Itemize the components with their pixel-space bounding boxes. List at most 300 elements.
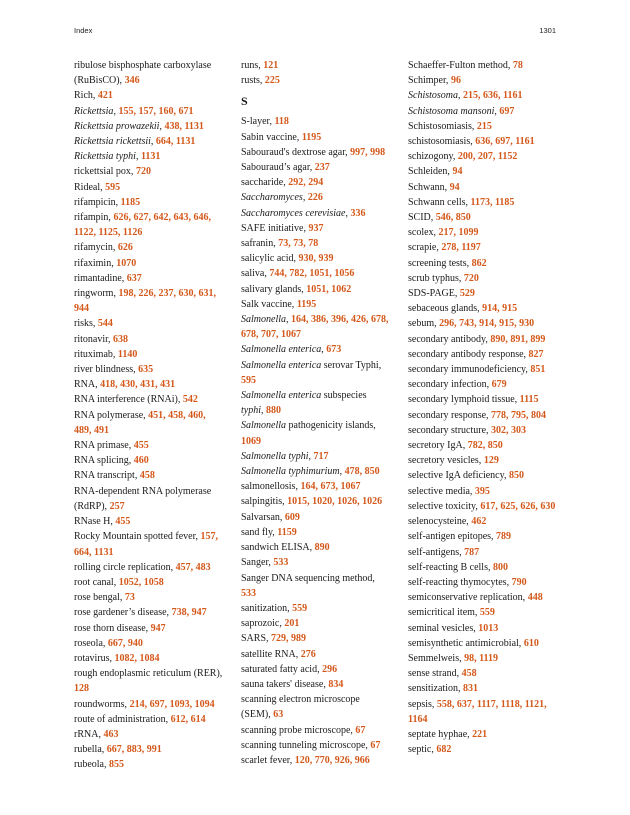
- index-entry: [241, 145, 389, 160]
- entry-text: secretory IgA,: [408, 440, 468, 452]
- index-entry: [74, 392, 224, 407]
- entry-term: typhi: [241, 405, 261, 417]
- page-reference-link[interactable]: 418, 430, 431, 431: [100, 379, 176, 391]
- entry-text: SDS-PAGE,: [408, 288, 460, 300]
- index-entry: [241, 358, 389, 388]
- page-reference-link[interactable]: 533: [273, 557, 289, 569]
- page-reference-link[interactable]: 421: [97, 90, 113, 102]
- entry-text: septate hyphae,: [408, 728, 473, 740]
- entry-text: rimantadine,: [74, 272, 127, 284]
- entry-text: rose gardener’s disease,: [74, 607, 172, 619]
- index-entry: [241, 494, 389, 509]
- entry-text: semiconservative replication,: [408, 592, 528, 604]
- index-entry: [74, 757, 224, 772]
- page-reference-link[interactable]: 947: [150, 622, 166, 634]
- page-reference-link[interactable]: 851: [530, 364, 546, 376]
- page-reference-link[interactable]: 778, 795, 804: [491, 409, 547, 421]
- entry-term: Salmonella typhi: [241, 450, 309, 462]
- entry-text: Sabouraud's dextrose agar,: [241, 146, 351, 158]
- entry-term: Salmonella enterica: [241, 344, 322, 356]
- page-reference-link[interactable]: 997, 998: [350, 146, 386, 158]
- index-entry: [408, 58, 558, 73]
- index-entry: [241, 266, 389, 281]
- page-reference-link[interactable]: 738, 947: [171, 607, 207, 619]
- page-reference-link[interactable]: 1140: [117, 348, 138, 360]
- index-entry: [241, 388, 389, 418]
- page-reference-link[interactable]: 128: [74, 683, 89, 695]
- page-reference-link[interactable]: 855: [109, 759, 124, 771]
- page-reference-link[interactable]: 831: [463, 683, 478, 695]
- entry-text: saprozoic,: [241, 618, 285, 630]
- page-reference-link[interactable]: 720: [463, 272, 479, 284]
- page-reference-link[interactable]: 1070: [116, 257, 137, 269]
- index-entry: [241, 692, 389, 722]
- page-reference-link[interactable]: 850: [508, 470, 524, 482]
- page-reference-link[interactable]: 121: [263, 60, 279, 71]
- page-reference-link[interactable]: 98, 1119: [464, 652, 499, 664]
- page-reference-link[interactable]: 529: [459, 288, 475, 300]
- entry-text: Schistosomiasis,: [408, 120, 477, 132]
- page-reference-link[interactable]: 1195: [296, 298, 317, 310]
- index-entry: [241, 297, 389, 312]
- page-reference-link[interactable]: 787: [464, 546, 480, 558]
- index-entry: [241, 221, 389, 236]
- entry-text: RNA splicing,: [74, 455, 134, 467]
- page-reference-link[interactable]: 720: [135, 166, 151, 178]
- section-heading: S: [241, 94, 248, 109]
- page-reference-link[interactable]: 63: [273, 709, 284, 721]
- index-entry: [408, 347, 558, 362]
- index-entry: [408, 180, 558, 195]
- index-entry: [241, 540, 389, 555]
- page-reference-link[interactable]: 73, 73, 78: [278, 238, 319, 250]
- entry-text: RNase H,: [74, 516, 116, 528]
- index-entry: [74, 712, 224, 727]
- page-reference-link[interactable]: 78: [512, 60, 523, 71]
- page-reference-link[interactable]: 914, 915: [482, 303, 518, 315]
- index-entry: [241, 631, 389, 646]
- page-reference-link[interactable]: 862: [471, 257, 487, 269]
- entry-text: SARS,: [241, 633, 272, 645]
- page-reference-link[interactable]: 1115: [519, 394, 539, 406]
- page-reference-link[interactable]: 201: [284, 618, 300, 630]
- index-entry: [74, 742, 224, 757]
- page-reference-link[interactable]: 296, 743, 914, 915, 930: [439, 318, 535, 330]
- entry-text: sensitization,: [408, 683, 463, 695]
- entry-text: secondary structure,: [408, 424, 492, 436]
- index-entry: [74, 286, 224, 316]
- index-entry: [74, 468, 224, 483]
- index-entry: [74, 453, 224, 468]
- page-reference-link[interactable]: 217, 1099: [438, 227, 479, 239]
- entry-text: Salk vaccine,: [241, 298, 297, 310]
- page-reference-link[interactable]: 1051, 1062: [306, 283, 352, 295]
- page-reference-link[interactable]: 451, 458, 460, 489, 491: [74, 409, 206, 436]
- page-reference-link[interactable]: 155, 157, 160, 671: [118, 105, 194, 117]
- page-reference-link[interactable]: 636, 697, 1161: [475, 136, 535, 148]
- entry-text: Schleiden,: [408, 166, 453, 178]
- page-reference-link[interactable]: 458: [139, 470, 155, 482]
- entry-text: screening tests,: [408, 257, 472, 269]
- entry-text: rolling circle replication,: [74, 561, 176, 573]
- index-entry: [241, 647, 389, 662]
- page-reference-link[interactable]: 67: [370, 739, 381, 751]
- index-entry: [74, 195, 224, 210]
- index-entry: [408, 727, 558, 742]
- index-entry: [408, 149, 558, 164]
- page-reference-link[interactable]: 595: [105, 181, 121, 193]
- index-entry: [408, 590, 558, 605]
- index-entry: [408, 301, 558, 316]
- page-reference-link[interactable]: 800: [492, 561, 508, 573]
- page-reference-link[interactable]: 438, 1131: [164, 120, 204, 132]
- page-reference-link[interactable]: 395: [474, 485, 490, 497]
- entry-text: risks,: [74, 318, 98, 330]
- page-reference-link[interactable]: 478, 850: [344, 466, 380, 478]
- index-entry: [241, 738, 389, 753]
- entry-text: rusts,: [241, 75, 265, 87]
- page-reference-link[interactable]: 542: [182, 394, 198, 406]
- entry-text: roundworms,: [74, 698, 130, 710]
- page-reference-link[interactable]: 673: [326, 344, 342, 356]
- index-entry: [241, 662, 389, 677]
- page-reference-link[interactable]: 1159: [277, 526, 297, 538]
- index-column-2: [241, 58, 389, 768]
- page-reference-link[interactable]: 558, 637, 1117, 1118, 1121, 1164: [408, 698, 547, 725]
- page-reference-link[interactable]: 215: [476, 120, 492, 132]
- index-entry: [241, 130, 389, 145]
- index-entry: [241, 114, 389, 129]
- page-reference-link[interactable]: 257: [109, 500, 125, 512]
- entry-text: selenocysteine,: [408, 516, 472, 528]
- page-reference-link[interactable]: 697: [499, 105, 515, 117]
- entry-term: Schistosoma mansoni: [408, 105, 495, 117]
- entry-text: roseola,: [74, 637, 108, 649]
- index-entry: [74, 514, 224, 529]
- index-entry: [408, 104, 558, 119]
- page-reference-link[interactable]: 682: [436, 744, 452, 756]
- page-reference-link[interactable]: 292, 294: [288, 177, 324, 189]
- entry-term: Saccharomyces cerevisiae: [241, 207, 346, 219]
- index-entry: [408, 408, 558, 423]
- page-reference-link[interactable]: 276: [300, 648, 316, 660]
- entry-text: route of administration,: [74, 713, 171, 725]
- entry-text: ,: [150, 136, 156, 148]
- page-reference-link[interactable]: 455: [133, 440, 149, 452]
- index-entry: [408, 514, 558, 529]
- entry-text: sebum,: [408, 318, 440, 330]
- page-reference-link[interactable]: 462: [471, 516, 487, 528]
- page-reference-link[interactable]: 67: [355, 724, 366, 736]
- index-entry: [241, 571, 389, 601]
- page-reference-link[interactable]: 827: [528, 348, 544, 360]
- index-entry: [408, 484, 558, 499]
- entry-text: ribulose bisphosphate carboxylase (RuBisCO),: [74, 60, 212, 87]
- page-reference-link[interactable]: 118: [274, 116, 289, 128]
- page-reference-link[interactable]: 463: [103, 728, 119, 740]
- page-reference-link[interactable]: 1195: [301, 131, 322, 143]
- page-reference-link[interactable]: 880: [266, 405, 281, 417]
- entry-text: semicritical item,: [408, 607, 480, 619]
- page-reference-link[interactable]: 221: [472, 728, 488, 740]
- index-entry: [241, 58, 389, 73]
- page-reference-link[interactable]: 789: [496, 531, 512, 543]
- page-reference-link[interactable]: 1069: [241, 435, 261, 447]
- page-reference-link[interactable]: 198, 226, 237, 630, 631, 944: [74, 288, 216, 315]
- page-reference-link[interactable]: 215, 636, 1161: [463, 90, 523, 102]
- entry-text: ,: [308, 450, 314, 462]
- entry-text: Rocky Mountain spotted fever,: [74, 531, 201, 543]
- page-reference-link[interactable]: 790: [511, 576, 527, 588]
- index-entry: [74, 134, 224, 149]
- index-entry: [241, 160, 389, 175]
- entry-text: rubeola,: [74, 759, 109, 771]
- index-entry: [408, 362, 558, 377]
- page-reference-link[interactable]: 782, 850: [467, 440, 503, 452]
- page-reference-link[interactable]: 667, 940: [107, 637, 143, 649]
- page-reference-link[interactable]: 296: [322, 663, 338, 675]
- entry-text: rituximab,: [74, 348, 118, 360]
- index-entry: [241, 175, 389, 190]
- index-entry: [74, 316, 224, 331]
- entry-text: secretory vesicles,: [408, 455, 484, 467]
- entry-text: sauna takers' disease,: [241, 678, 329, 690]
- page-reference-link[interactable]: 94: [449, 181, 460, 193]
- entry-text: salivary glands,: [241, 283, 307, 295]
- index-entry: [408, 286, 558, 301]
- page-reference-link[interactable]: 930, 939: [298, 253, 334, 265]
- page-reference-link[interactable]: 278, 1197: [441, 242, 481, 254]
- entry-text: scarlet fever,: [241, 754, 295, 766]
- entry-text: SAFE initiative,: [241, 222, 309, 234]
- page-reference-link[interactable]: 1173, 1185: [470, 196, 515, 208]
- page-reference-link[interactable]: 1131: [140, 151, 161, 163]
- entry-text: secondary lymphoid tissue,: [408, 394, 520, 406]
- page-reference-link[interactable]: 164, 386, 396, 426, 678, 678, 707, 1067: [241, 314, 389, 341]
- entry-text: Schwann,: [408, 181, 450, 193]
- entry-text: salmonellosis,: [241, 481, 301, 493]
- index-entry: [408, 499, 558, 514]
- page-reference-link[interactable]: 94: [452, 166, 463, 178]
- entry-text: Sanger,: [241, 557, 274, 569]
- page-reference-link[interactable]: 664, 1131: [155, 136, 196, 148]
- entry-text: ringworm,: [74, 288, 119, 300]
- index-entry: [241, 723, 389, 738]
- index-entry: [74, 651, 224, 666]
- index-entry: [241, 555, 389, 570]
- page-reference-link[interactable]: 617, 625, 626, 630: [480, 500, 556, 512]
- index-entry: [74, 180, 224, 195]
- entry-text: ,: [458, 90, 463, 102]
- entry-text: saccharide,: [241, 177, 289, 189]
- entry-term: Salmonella: [241, 420, 286, 432]
- entry-text: self-reacting thymocytes,: [408, 576, 512, 588]
- page-reference-link[interactable]: 626, 627, 642, 643, 646, 1122, 1125, 1126: [74, 212, 211, 239]
- page-reference-link[interactable]: 890, 891, 899: [490, 333, 546, 345]
- page-reference-link[interactable]: 73: [124, 592, 135, 604]
- entry-text: salicylic acid,: [241, 253, 299, 265]
- page-reference-link[interactable]: 729, 989: [271, 633, 307, 645]
- entry-term: Rickettsia prowazekii: [74, 120, 160, 132]
- index-entry: [74, 408, 224, 438]
- page-reference-link[interactable]: 609: [284, 511, 300, 523]
- page-reference-link[interactable]: 544: [97, 318, 113, 330]
- entry-term: Saccharomyces: [241, 192, 303, 204]
- entry-text: rotavirus,: [74, 652, 115, 664]
- index-entry: [408, 316, 558, 331]
- page-reference-link[interactable]: 225: [264, 75, 280, 87]
- index-entry: [74, 240, 224, 255]
- entry-text: sanitization,: [241, 602, 293, 614]
- index-entry: [241, 479, 389, 494]
- page-reference-link[interactable]: 546, 850: [435, 212, 471, 224]
- page-reference-link[interactable]: 455: [115, 516, 131, 528]
- index-entry: [241, 342, 389, 357]
- index-entry: [74, 484, 224, 514]
- page-reference-link[interactable]: 890: [314, 542, 330, 554]
- entry-text: SCID,: [408, 212, 436, 224]
- page-reference-link[interactable]: 157, 664, 1131: [74, 531, 219, 558]
- entry-text: RNA interference (RNAi),: [74, 394, 183, 406]
- page-reference-link[interactable]: 595: [241, 374, 256, 386]
- page-reference-link[interactable]: 346: [124, 75, 140, 87]
- index-entry: [74, 332, 224, 347]
- entry-text: ,: [159, 120, 165, 132]
- index-column-3: [408, 58, 558, 757]
- page-reference-link[interactable]: 635: [138, 364, 154, 376]
- entry-term: Rickettsia rickettsii: [74, 136, 151, 148]
- entry-text: rickettsial pox,: [74, 166, 136, 178]
- entry-text: sandwich ELISA,: [241, 542, 315, 554]
- page-reference-link[interactable]: 302, 303: [491, 424, 527, 436]
- entry-text: rubella,: [74, 744, 107, 756]
- entry-text: Schimper,: [408, 75, 451, 87]
- page-reference-link[interactable]: 460: [133, 455, 149, 467]
- entry-text: saturated fatty acid,: [241, 663, 323, 675]
- entry-text: semisynthetic antimicrobial,: [408, 637, 524, 649]
- index-entry: [408, 240, 558, 255]
- page-reference-link[interactable]: 637: [126, 272, 142, 284]
- index-entry: [241, 525, 389, 540]
- page-reference-link[interactable]: 612, 614: [170, 713, 206, 725]
- page-reference-link[interactable]: 937: [308, 222, 324, 234]
- page-reference-link[interactable]: 667, 883, 991: [106, 744, 162, 756]
- entry-text: schizogony,: [408, 151, 458, 163]
- page-reference-link[interactable]: 533: [241, 587, 256, 599]
- index-entry: [74, 88, 224, 103]
- entry-text: rose thorn disease,: [74, 622, 151, 634]
- page-reference-link[interactable]: 834: [328, 678, 344, 690]
- entry-text: secondary infection,: [408, 379, 492, 391]
- page-reference-link[interactable]: 164, 673, 1067: [300, 481, 361, 493]
- page-reference-link[interactable]: 679: [491, 379, 507, 391]
- index-entry: [408, 621, 558, 636]
- entry-text: secondary antibody,: [408, 333, 491, 345]
- index-entry: [408, 225, 558, 240]
- index-entry: [241, 312, 389, 342]
- page-reference-link[interactable]: 717: [313, 450, 329, 462]
- page-reference-link[interactable]: 96: [450, 75, 461, 87]
- page-reference-link[interactable]: 200, 207, 1152: [457, 151, 518, 163]
- page-reference-link[interactable]: 1052, 1058: [118, 576, 164, 588]
- entry-text: Semmelweis,: [408, 652, 465, 664]
- entry-text: Rich,: [74, 90, 98, 102]
- page-reference-link[interactable]: 226: [307, 192, 323, 204]
- page-reference-link[interactable]: 1082, 1084: [114, 652, 160, 664]
- entry-text: self-reacting B cells,: [408, 561, 493, 573]
- entry-text: self-antigens,: [408, 546, 465, 558]
- entry-term: Rickettsia: [74, 105, 114, 117]
- page-reference-link[interactable]: 120, 770, 926, 966: [294, 754, 370, 766]
- page-reference-link[interactable]: 559: [479, 607, 495, 619]
- index-entry: [408, 605, 558, 620]
- index-entry: [74, 149, 224, 164]
- index-entry: [408, 681, 558, 696]
- index-entry: [408, 545, 558, 560]
- entry-text: secondary response,: [408, 409, 492, 421]
- index-entry: [408, 210, 558, 225]
- entry-text: RNA transcript,: [74, 470, 140, 482]
- entry-text: rose bengal,: [74, 592, 125, 604]
- page-reference-link[interactable]: 744, 782, 1051, 1056: [269, 268, 355, 280]
- page-reference-link[interactable]: 1015, 1020, 1026, 1026: [287, 496, 383, 508]
- index-entry: [408, 134, 558, 149]
- entry-text: scolex,: [408, 227, 439, 239]
- index-entry: [241, 73, 389, 88]
- entry-text: self-antigen epitopes,: [408, 531, 497, 543]
- entry-text: selective toxicity,: [408, 500, 481, 512]
- entry-text: Sabouraud’s agar,: [241, 162, 315, 174]
- page-reference-link[interactable]: 559: [292, 602, 308, 614]
- entry-text: subspecies: [321, 390, 367, 402]
- entry-text: RNA-dependent RNA polymerase (RdRP),: [74, 485, 212, 512]
- index-entry: [241, 190, 389, 205]
- index-entry: [408, 423, 558, 438]
- index-entry: [74, 104, 224, 119]
- entry-text: scanning electron microscope (SEM),: [241, 694, 360, 721]
- index-entry: [408, 453, 558, 468]
- entry-text: sense strand,: [408, 668, 462, 680]
- index-entry: [241, 616, 389, 631]
- page-reference-link[interactable]: 214, 697, 1093, 1094: [129, 698, 215, 710]
- page-reference-link[interactable]: 237: [314, 162, 330, 174]
- index-entry: [74, 377, 224, 392]
- index-entry: [241, 677, 389, 692]
- page-reference-link[interactable]: 457, 483: [175, 561, 211, 573]
- index-entry: [408, 529, 558, 544]
- entry-text: rough endoplasmic reticulum (RER),: [74, 668, 223, 680]
- page-reference-link[interactable]: 626: [117, 242, 133, 254]
- entry-text: rifaximin,: [74, 257, 117, 269]
- page-reference-link[interactable]: 610: [523, 637, 539, 649]
- page-reference-link[interactable]: 1185: [120, 196, 141, 208]
- entry-text: Schaeffer-Fulton method,: [408, 60, 513, 71]
- page-reference-link[interactable]: 458: [461, 668, 477, 680]
- entry-text: serovar Typhi,: [321, 359, 382, 371]
- entry-text: river blindness,: [74, 364, 139, 376]
- index-entry: [74, 119, 224, 134]
- index-entry: [408, 438, 558, 453]
- entry-text: Sanger DNA sequencing method,: [241, 572, 375, 584]
- page-reference-link[interactable]: 1013: [478, 622, 499, 634]
- page-reference-link[interactable]: 336: [350, 207, 366, 219]
- page-reference-link[interactable]: 129: [483, 455, 499, 467]
- index-entry: [408, 468, 558, 483]
- page-reference-link[interactable]: 448: [527, 592, 543, 604]
- page-reference-link[interactable]: 638: [113, 333, 129, 345]
- index-entry: [241, 753, 389, 768]
- index-entry: [408, 697, 558, 727]
